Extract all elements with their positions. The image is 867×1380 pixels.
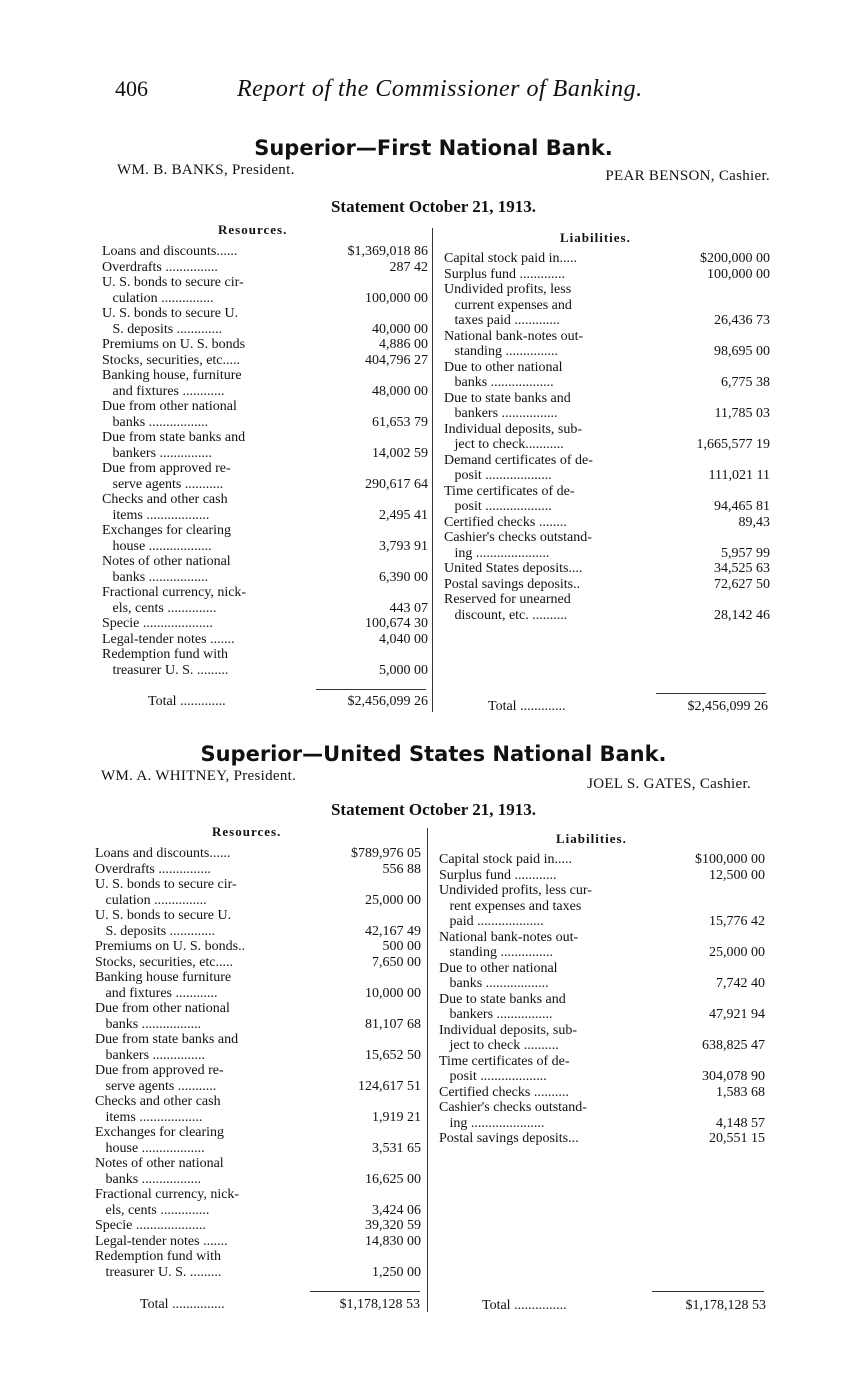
ledger-row: [95, 1249, 421, 1265]
ledger-row: [102, 306, 428, 322]
ledger-row: [439, 1116, 765, 1132]
ledger-row: [95, 1187, 421, 1203]
ledger-amount: 100,674 30: [365, 616, 428, 631]
ledger-label: Exchanges for clearing: [102, 523, 232, 538]
ledger-amount: 111,021 11: [708, 468, 770, 483]
ledger-row: [102, 446, 428, 462]
ledger-row: [95, 1110, 421, 1126]
bank-title: Superior—First National Bank.: [254, 136, 613, 160]
ledger-label: Redemption fund with: [102, 647, 228, 662]
ledger-row: [95, 1017, 421, 1033]
ledger-row: [102, 399, 428, 415]
ledger-label: Due from other national: [102, 399, 237, 414]
ledger-label: Capital stock paid in.....: [439, 852, 572, 867]
ledger-label: current expenses and: [444, 297, 572, 313]
ledger-label: treasurer U. S. .........: [102, 662, 229, 678]
ledger-amount: 25,000 00: [709, 945, 765, 960]
ledger-row: [439, 930, 765, 946]
ledger-label: posit ...................: [439, 1069, 547, 1084]
ledger-amount: 3,793 91: [379, 538, 428, 554]
ledger-row: [439, 883, 765, 899]
ledger-row: [102, 492, 428, 508]
ledger-row: [95, 1063, 421, 1079]
ledger-row: [102, 601, 428, 617]
ledger-row: [439, 1131, 765, 1147]
ledger-amount: 39,320 59: [365, 1218, 421, 1233]
ledger-label: Fractional currency, nick-: [102, 585, 247, 600]
ledger-row: [439, 961, 765, 977]
ledger-label: house ..................: [95, 1140, 205, 1156]
ledger-label: discount, etc. ..........: [444, 607, 568, 623]
ledger-row: [102, 632, 428, 648]
ledger-label: Postal savings deposits..: [444, 576, 581, 592]
ledger-row: [444, 282, 770, 298]
ledger-amount: 1,250 00: [372, 1264, 421, 1280]
ledger-row: [95, 1265, 421, 1281]
ledger-amount: 15,776 42: [709, 914, 765, 929]
ledger-row: [102, 322, 428, 338]
ledger-label: National bank-notes out-: [439, 929, 579, 945]
ledger-amount: 16,625 00: [365, 1171, 421, 1187]
ledger-label: Cashier's checks outstand-: [439, 1100, 587, 1115]
ledger-row: [444, 344, 770, 360]
ledger-row: [102, 368, 428, 384]
ledger-row: [439, 1100, 765, 1116]
ledger-amount: 20,551 15: [709, 1131, 765, 1146]
ledger-label: Individual deposits, sub-: [439, 1022, 578, 1038]
total-label: Total .............: [148, 694, 226, 709]
ledger-row: [102, 415, 428, 431]
ledger-label: rent expenses and taxes: [439, 898, 582, 914]
ledger-row: [444, 437, 770, 453]
ledger-label: ing .....................: [444, 545, 550, 561]
ledger-label: banks .................: [95, 1016, 202, 1032]
ledger-label: bankers ................: [439, 1007, 553, 1022]
ledger-row: [439, 992, 765, 1008]
ledger-row: [102, 539, 428, 555]
ledger-label: items ..................: [102, 507, 210, 523]
ledger-amount: 34,525 63: [714, 561, 770, 576]
ledger-label: treasurer U. S. .........: [95, 1264, 222, 1280]
ledger-label: Overdrafts ...............: [95, 861, 211, 877]
ledger-label: Checks and other cash: [95, 1094, 221, 1109]
ledger-row: [439, 868, 765, 884]
ledger-amount: 25,000 00: [365, 892, 421, 908]
ledger-label: banks ..................: [444, 375, 554, 390]
ledger-row: [444, 298, 770, 314]
ledger-amount: 290,617 64: [365, 476, 428, 492]
total-label: Total ...............: [482, 1298, 567, 1313]
total-amount: $1,178,128 53: [685, 1298, 766, 1313]
ledger-label: culation ...............: [95, 892, 207, 908]
ledger-amount: 14,830 00: [365, 1233, 421, 1249]
ledger-row: [439, 1023, 765, 1039]
ledger-row: [102, 337, 428, 353]
ledger-row: [95, 986, 421, 1002]
ledger-label: S. deposits .............: [95, 923, 216, 939]
ledger-label: Reserved for unearned: [444, 592, 571, 607]
ledger-row: [95, 939, 421, 955]
ledger-label: United States deposits....: [444, 561, 583, 576]
ledger-row: [95, 1141, 421, 1157]
ledger-label: U. S. bonds to secure cir-: [95, 877, 237, 892]
ledger-row: [102, 570, 428, 586]
ledger-label: Demand certificates of de-: [444, 452, 593, 468]
ledger-amount: 94,465 81: [714, 499, 770, 514]
ledger-label: ing .....................: [439, 1115, 545, 1131]
ledger-label: Specie ....................: [102, 616, 213, 631]
ledger-label: Certified checks ........: [444, 514, 567, 530]
ledger-label: Due to other national: [439, 960, 558, 976]
ledger-label: Capital stock paid in.....: [444, 251, 577, 266]
ledger-label: Due from state banks and: [102, 430, 246, 445]
ledger-amount: 304,078 90: [702, 1069, 765, 1084]
ledger-amount: $200,000 00: [700, 251, 770, 266]
ledger-row: [95, 1218, 421, 1234]
ledger-row: [444, 406, 770, 422]
ledger-label: National bank-notes out-: [444, 328, 584, 344]
ledger-label: banks ..................: [439, 976, 549, 991]
ledger-amount: 1,665,577 19: [696, 437, 770, 452]
ledger-amount: 47,921 94: [709, 1007, 765, 1022]
ledger-row: [444, 329, 770, 345]
ledger-label: Fractional currency, nick-: [95, 1187, 240, 1202]
ledger-row: [95, 1079, 421, 1095]
ledger-label: els, cents ..............: [102, 600, 217, 616]
ledger-label: paid ...................: [439, 914, 544, 929]
ledger-amount: 26,436 73: [714, 313, 770, 328]
ledger-row: [95, 1234, 421, 1250]
column-divider: [432, 228, 433, 712]
ledger-label: Notes of other national: [102, 554, 231, 569]
ledger-row: [439, 1069, 765, 1085]
resources-total-row: [148, 694, 428, 710]
ledger-label: Undivided profits, less: [444, 282, 572, 297]
total-rule: [652, 1291, 764, 1292]
ledger-amount: 40,000 00: [372, 321, 428, 337]
ledger-row: [102, 430, 428, 446]
ledger-row: [102, 384, 428, 400]
ledger-amount: 81,107 68: [365, 1016, 421, 1032]
ledger-label: posit ...................: [444, 499, 552, 514]
ledger-row: [444, 391, 770, 407]
ledger-amount: 4,148 57: [716, 1115, 765, 1131]
ledger-label: Time certificates of de-: [439, 1053, 570, 1069]
ledger-row: [95, 893, 421, 909]
ledger-row: [95, 1032, 421, 1048]
ledger-label: Due to other national: [444, 359, 563, 375]
ledger-label: standing ...............: [444, 344, 558, 359]
ledger-row: [102, 663, 428, 679]
ledger-label: Specie ....................: [95, 1218, 206, 1233]
ledger-label: Due from approved re-: [95, 1063, 224, 1078]
total-rule: [656, 693, 766, 694]
ledger-label: Due from approved re-: [102, 461, 231, 476]
ledger-label: Due to state banks and: [439, 991, 566, 1007]
ledger-amount: 638,825 47: [702, 1038, 765, 1053]
resources-heading: Resources.: [212, 824, 282, 839]
ledger-row: [439, 945, 765, 961]
ledger-row: [102, 275, 428, 291]
total-amount: $2,456,099 26: [687, 699, 768, 714]
ledger-label: U. S. bonds to secure U.: [95, 908, 232, 923]
ledger-label: bankers ...............: [95, 1047, 206, 1063]
president: WM. A. WHITNEY, President.: [101, 768, 297, 784]
ledger-label: Banking house furniture: [95, 970, 232, 985]
total-rule: [316, 689, 426, 690]
liabilities-heading: Liabilities.: [556, 831, 627, 846]
ledger-label: banks .................: [102, 414, 209, 430]
ledger-amount: 11,785 03: [714, 406, 770, 421]
ledger-row: [439, 1007, 765, 1023]
ledger-amount: 42,167 49: [365, 923, 421, 939]
ledger-amount: $1,369,018 86: [347, 244, 428, 259]
ledger-label: items ..................: [95, 1109, 203, 1125]
ledger-label: U. S. bonds to secure U.: [102, 306, 239, 321]
ledger-row: [444, 592, 770, 608]
ledger-amount: 15,652 50: [365, 1047, 421, 1063]
ledger-row: [95, 1125, 421, 1141]
page-header: [115, 76, 675, 112]
ledger-amount: 6,775 38: [721, 375, 770, 390]
ledger-amount: 100,000 00: [365, 290, 428, 306]
ledger-amount: 4,040 00: [379, 631, 428, 647]
column-divider: [427, 828, 428, 1312]
ledger-row: [444, 499, 770, 515]
ledger-row: [95, 877, 421, 893]
ledger-label: Due from state banks and: [95, 1032, 239, 1047]
total-rule: [310, 1291, 420, 1292]
running-title: Report of the Commissioner of Banking.: [237, 76, 643, 102]
page-number: 406: [115, 76, 148, 101]
ledger-row: [95, 1094, 421, 1110]
ledger-row: [95, 846, 421, 862]
ledger-row: [95, 908, 421, 924]
ledger-amount: 89,43: [738, 514, 770, 530]
ledger-row: [444, 251, 770, 267]
total-label: Total ...............: [140, 1297, 225, 1312]
ledger-amount: 6,390 00: [379, 569, 428, 585]
ledger-label: Checks and other cash: [102, 492, 228, 507]
ledger-amount: 443 07: [389, 600, 428, 616]
ledger-amount: 7,650 00: [372, 954, 421, 970]
ledger-row: [444, 375, 770, 391]
cashier: JOEL S. GATES, Cashier.: [587, 776, 751, 792]
ledger-label: Notes of other national: [95, 1156, 224, 1171]
ledger-label: ject to check ..........: [439, 1038, 559, 1053]
ledger-row: [439, 1038, 765, 1054]
ledger-label: Premiums on U. S. bonds..: [95, 939, 246, 954]
ledger-row: [439, 1054, 765, 1070]
ledger-label: and fixtures ............: [95, 985, 218, 1001]
ledger-row: [444, 313, 770, 329]
total-amount: $2,456,099 26: [347, 694, 428, 709]
resources-total-row: [140, 1297, 420, 1313]
ledger-amount: $100,000 00: [695, 852, 765, 867]
ledger-label: Surplus fund ............: [439, 867, 557, 883]
ledger-amount: 287 42: [389, 259, 428, 275]
resources-heading: Resources.: [218, 222, 288, 237]
ledger-label: Exchanges for clearing: [95, 1125, 225, 1140]
liabilities-total-row: [488, 699, 768, 715]
ledger-label: Legal-tender notes .......: [102, 631, 235, 647]
ledger-row: [95, 924, 421, 940]
total-amount: $1,178,128 53: [339, 1297, 420, 1312]
ledger-label: Certified checks ..........: [439, 1084, 569, 1100]
liabilities-heading: Liabilities.: [560, 230, 631, 245]
statement-date: Statement October 21, 1913.: [330, 800, 537, 819]
ledger-row: [444, 453, 770, 469]
ledger-row: [95, 970, 421, 986]
ledger-row: [95, 1172, 421, 1188]
ledger-row: [444, 530, 770, 546]
ledger-amount: 1,583 68: [716, 1084, 765, 1100]
ledger-row: [444, 577, 770, 593]
ledger-row: [444, 608, 770, 624]
ledger-label: Time certificates of de-: [444, 483, 575, 499]
ledger-row: [95, 955, 421, 971]
ledger-amount: 61,653 79: [372, 414, 428, 430]
ledger-label: banks .................: [102, 569, 209, 585]
ledger-amount: 28,142 46: [714, 607, 770, 623]
ledger-label: Overdrafts ...............: [102, 259, 218, 275]
ledger-row: [102, 508, 428, 524]
ledger-amount: 4,886 00: [379, 337, 428, 352]
ledger-amount: 1,919 21: [372, 1109, 421, 1125]
ledger-row: [102, 477, 428, 493]
ledger-row: [439, 899, 765, 915]
ledger-amount: 124,617 51: [358, 1078, 421, 1094]
ledger-row: [102, 244, 428, 260]
statement-date: Statement October 21, 1913.: [330, 197, 537, 216]
ledger-label: Due to state banks and: [444, 390, 571, 406]
ledger-label: ject to check...........: [444, 437, 564, 452]
ledger-row: [439, 976, 765, 992]
ledger-row: [95, 1048, 421, 1064]
ledger-label: house ..................: [102, 538, 212, 554]
ledger-label: taxes paid .............: [444, 313, 560, 328]
ledger-amount: 14,002 59: [372, 445, 428, 461]
ledger-label: Loans and discounts......: [95, 846, 231, 861]
ledger-label: Banking house, furniture: [102, 368, 242, 383]
ledger-row: [102, 554, 428, 570]
ledger-row: [439, 1085, 765, 1101]
ledger-row: [95, 862, 421, 878]
ledger-row: [102, 523, 428, 539]
ledger-row: [444, 468, 770, 484]
ledger-row: [444, 515, 770, 531]
total-label: Total .............: [488, 699, 566, 714]
ledger-label: Redemption fund with: [95, 1249, 221, 1264]
ledger-row: [102, 353, 428, 369]
ledger-label: Cashier's checks outstand-: [444, 530, 592, 545]
ledger-amount: 3,424 06: [372, 1202, 421, 1218]
ledger-row: [102, 647, 428, 663]
ledger-row: [439, 914, 765, 930]
ledger-label: U. S. bonds to secure cir-: [102, 275, 244, 290]
ledger-amount: 3,531 65: [372, 1140, 421, 1156]
ledger-label: and fixtures ............: [102, 383, 225, 399]
ledger-amount: 500 00: [382, 939, 421, 954]
ledger-label: Stocks, securities, etc.....: [95, 954, 234, 970]
ledger-label: culation ...............: [102, 290, 214, 306]
ledger-label: bankers ................: [444, 406, 558, 421]
ledger-label: Due from other national: [95, 1001, 230, 1016]
ledger-amount: 48,000 00: [372, 383, 428, 399]
ledger-amount: 72,627 50: [714, 576, 770, 592]
ledger-label: Individual deposits, sub-: [444, 421, 583, 437]
ledger-amount: $789,976 05: [351, 846, 421, 861]
ledger-amount: 5,000 00: [379, 662, 428, 678]
bank-title: Superior—United States National Bank.: [200, 742, 667, 766]
president: WM. B. BANKS, President.: [117, 162, 295, 178]
ledger-amount: 98,695 00: [714, 344, 770, 359]
ledger-row: [102, 260, 428, 276]
ledger-row: [95, 1001, 421, 1017]
ledger-amount: 2,495 41: [379, 507, 428, 523]
ledger-label: banks .................: [95, 1171, 202, 1187]
ledger-row: [102, 616, 428, 632]
ledger-amount: 7,742 40: [716, 976, 765, 991]
ledger-label: els, cents ..............: [95, 1202, 210, 1218]
ledger-row: [444, 267, 770, 283]
ledger-amount: 556 88: [382, 861, 421, 877]
ledger-label: Postal savings deposits...: [439, 1131, 579, 1146]
ledger-row: [444, 422, 770, 438]
ledger-amount: 100,000 00: [707, 266, 770, 282]
ledger-row: [444, 561, 770, 577]
ledger-row: [102, 585, 428, 601]
ledger-row: [102, 291, 428, 307]
ledger-label: posit ...................: [444, 468, 552, 483]
ledger-row: [95, 1203, 421, 1219]
ledger-amount: 10,000 00: [365, 985, 421, 1001]
ledger-amount: 5,957 99: [721, 545, 770, 561]
ledger-label: Stocks, securities, etc.....: [102, 352, 241, 368]
ledger-label: Premiums on U. S. bonds: [102, 337, 246, 352]
ledger-label: serve agents ...........: [102, 476, 224, 492]
ledger-label: Surplus fund .............: [444, 266, 565, 282]
ledger-label: bankers ...............: [102, 445, 213, 461]
ledger-row: [439, 852, 765, 868]
ledger-label: Undivided profits, less cur-: [439, 883, 592, 898]
ledger-row: [444, 360, 770, 376]
ledger-row: [95, 1156, 421, 1172]
cashier: PEAR BENSON, Cashier.: [605, 168, 770, 184]
ledger-amount: 12,500 00: [709, 867, 765, 883]
ledger-label: standing ...............: [439, 945, 553, 960]
ledger-amount: 404,796 27: [365, 352, 428, 368]
ledger-label: serve agents ...........: [95, 1078, 217, 1094]
ledger-label: Legal-tender notes .......: [95, 1233, 228, 1249]
liabilities-total-row: [482, 1298, 766, 1314]
ledger-label: Loans and discounts......: [102, 244, 238, 259]
ledger-label: S. deposits .............: [102, 321, 223, 337]
ledger-row: [102, 461, 428, 477]
ledger-row: [444, 546, 770, 562]
ledger-row: [444, 484, 770, 500]
